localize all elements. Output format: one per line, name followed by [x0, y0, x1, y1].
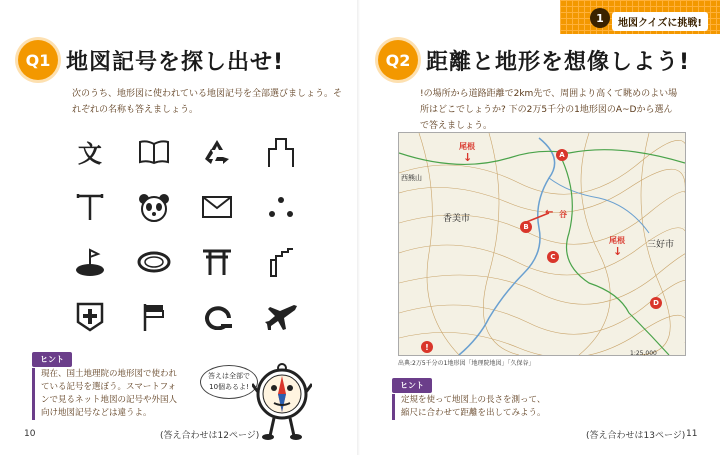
q-shape-icon[interactable]: [186, 289, 250, 344]
hospital-shield-icon[interactable]: [58, 289, 122, 344]
chapter-number: 1: [590, 8, 610, 28]
chapter-title: 地図クイズに挑戦!: [612, 12, 708, 31]
school-symbol-icon[interactable]: 文: [77, 140, 102, 168]
q1-question-line: 次のうち、地形図に使われている地図記号を全部選びましょう。そ: [72, 89, 343, 99]
hint-line: 向け地図記号などは違うよ。: [41, 408, 152, 418]
bubble-line: 10個あるよ!: [209, 383, 249, 391]
recycle-icon[interactable]: [186, 124, 250, 179]
hint-line: ンで見るネット地図の記号や外国人: [41, 395, 178, 405]
map-point-b[interactable]: B: [520, 221, 532, 233]
hint-line: 定規を使って地図上の長さを測って、: [401, 395, 546, 405]
q1-answer-ref: (答え合わせは12ページ): [160, 431, 260, 441]
q1-title: 地図記号を探し出せ!: [66, 49, 285, 75]
torii-icon[interactable]: [186, 234, 250, 289]
q2-answer-ref: (答え合わせは13ページ): [586, 431, 686, 441]
stairs-icon[interactable]: [249, 234, 313, 289]
map-point-start[interactable]: !: [421, 341, 433, 353]
three-dots-icon[interactable]: [249, 179, 313, 234]
q1-hint-label: ヒント: [32, 352, 72, 367]
t-symbol-icon[interactable]: [58, 179, 122, 234]
map-label-area2: 三好市: [647, 240, 675, 250]
map-scale: 1:25,000: [630, 350, 657, 357]
hint-line: 縮尺に合わせて距離を出してみよう。: [401, 408, 546, 418]
airplane-icon[interactable]: [249, 289, 313, 344]
right-page: [360, 0, 720, 455]
map-point-a[interactable]: A: [556, 149, 568, 161]
hint-line: 現在、国土地理院の地形図で使われ: [41, 369, 178, 379]
library-book-icon[interactable]: [122, 124, 186, 179]
page-number-left: 10: [24, 429, 36, 439]
q2-badge: Q2: [378, 40, 418, 80]
tower-icon[interactable]: [249, 124, 313, 179]
bubble-line: 答えは全部で: [208, 372, 250, 380]
arrow-down-icon: ↓: [613, 245, 623, 258]
page-number-right: 11: [686, 429, 698, 439]
panda-icon[interactable]: [122, 179, 186, 234]
q2-question: [420, 86, 677, 134]
map-label-ridge1: 尾根: [459, 142, 475, 151]
flag-icon[interactable]: [122, 289, 186, 344]
topographic-map: [398, 132, 686, 356]
envelope-icon[interactable]: [186, 179, 250, 234]
map-caption: 出典:2万5千分の1地形図「地理院地図」「久保谷」: [398, 360, 535, 367]
golf-course-icon[interactable]: [58, 234, 122, 289]
q1-question-line: れぞれの名称も答えましょう。: [72, 105, 199, 115]
q2-hint-text: [392, 394, 621, 420]
q2-question-line: !の場所から道路距離で2km先で、周囲より高くて眺めのよい場: [420, 89, 678, 99]
map-label-area1: 香美市: [443, 214, 471, 224]
map-label-ridge2: 尾根: [609, 236, 625, 245]
q1-badge: Q1: [18, 40, 58, 80]
q2-question-line: 所はどこでしょうか? 下の2万5千分の1地形図のA~Dから選ん: [420, 105, 673, 115]
q2-hint-label: ヒント: [392, 378, 432, 393]
q2-header: [378, 40, 690, 80]
map-label-valley: 谷: [559, 210, 567, 219]
arrow-down-icon: ↓: [463, 151, 473, 164]
q1-header: [18, 40, 284, 80]
q2-question-line: で答えましょう。: [420, 121, 493, 131]
symbol-grid: [58, 124, 313, 344]
q2-title: 距離と地形を想像しよう!: [426, 49, 691, 75]
map-point-d[interactable]: D: [650, 297, 662, 309]
map-point-c[interactable]: C: [547, 251, 559, 263]
plate-icon[interactable]: [122, 234, 186, 289]
hint-line: ている記号を選ぼう。スマートフォ: [41, 382, 177, 392]
chapter-header-bar: [560, 0, 720, 34]
speech-bubble: [200, 365, 258, 399]
map-label-place1: 西熊山: [401, 174, 422, 182]
q1-hint-text: [32, 368, 191, 420]
arrow-left-icon: ←: [545, 207, 554, 218]
q1-question: [72, 86, 342, 118]
compass-mascot-icon: [252, 362, 312, 444]
